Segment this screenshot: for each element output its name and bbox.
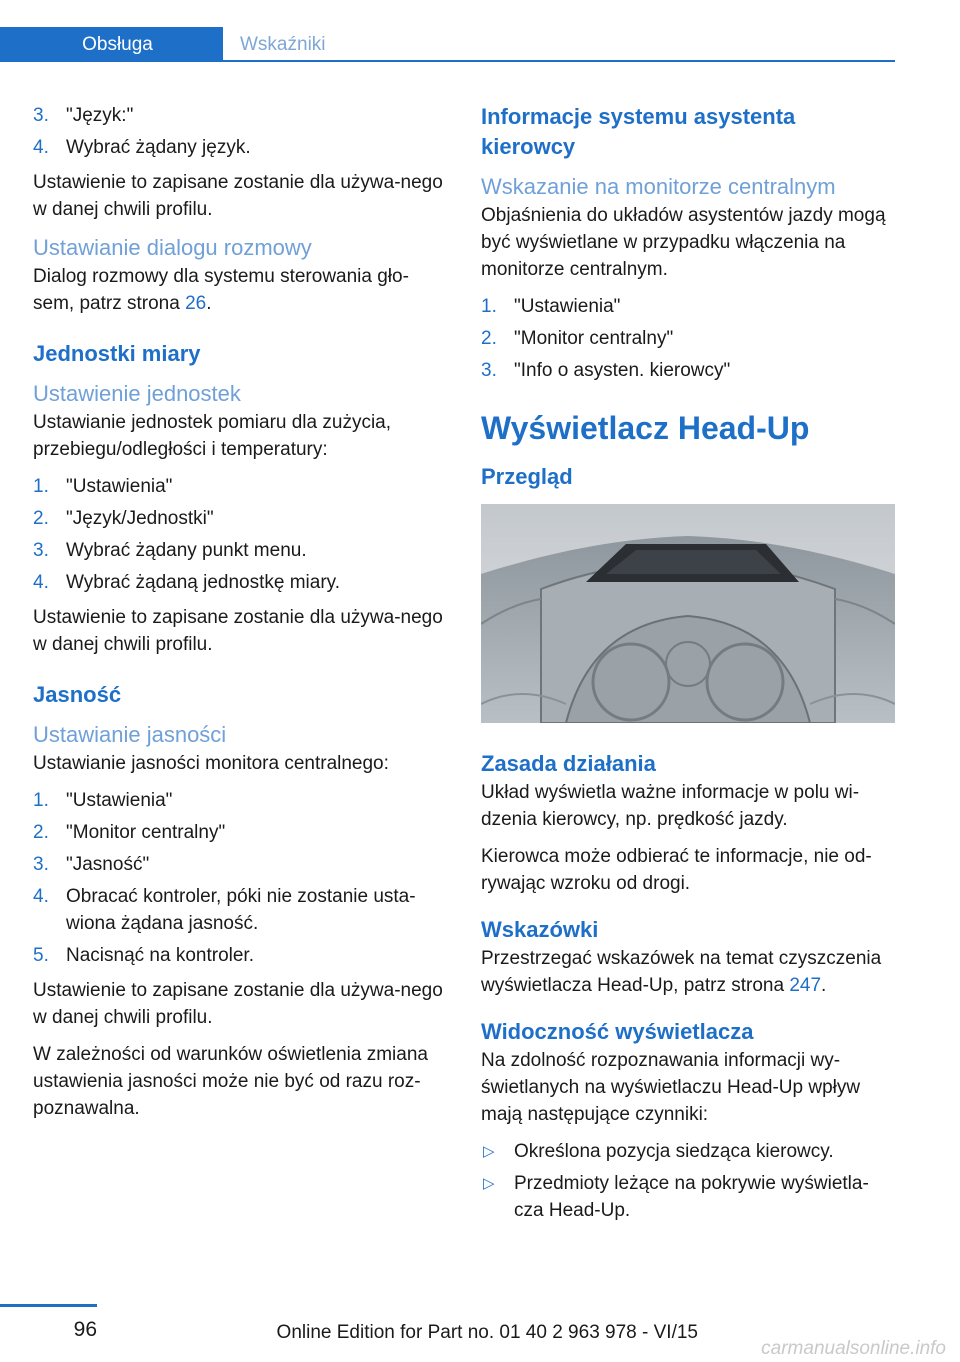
step-number: 2. — [481, 328, 497, 349]
step-text: Wybrać żądany język. — [66, 137, 251, 158]
edition-note: Online Edition for Part no. 01 40 2 963 978 - VI/15 — [276, 1322, 698, 1343]
factor-text: Określona pozycja siedząca kierowcy. — [514, 1141, 834, 1162]
hints-end: . — [821, 975, 827, 996]
step-number: 1. — [481, 296, 497, 317]
brightness-intro: Ustawianie jasności monitora centralnego: — [33, 753, 389, 774]
list-item — [33, 134, 443, 161]
driver-info-section-title: Informacje systemu asystenta kierowcy — [481, 104, 796, 159]
units-steps — [33, 473, 443, 596]
list-item — [481, 357, 895, 384]
principle-text-2: Kierowca może odbierać te informacje, nie od‐rywając wzroku od drogi. — [481, 846, 872, 894]
brightness-note: W zależności od warunków oświetlenia zmiana ustawienia jasności może nie być od razu roz‐poznawalna. — [33, 1044, 428, 1119]
step-text: "Język/Jednostki" — [66, 508, 214, 529]
list-item — [481, 1138, 895, 1165]
hints-paragraph — [481, 945, 895, 999]
step-text: "Monitor centralny" — [514, 328, 674, 349]
list-item — [481, 325, 895, 352]
step-number: 4. — [33, 137, 49, 158]
watermark: carmanualsonline.info — [761, 1338, 946, 1359]
hints-text: Przestrzegać wskazówek na temat czyszczenia wyświetlacza Head-Up, patrz strona — [481, 948, 882, 996]
brightness-steps — [33, 787, 443, 969]
dialog-paragraph — [33, 263, 443, 317]
hints-heading: Wskazówki — [481, 917, 599, 942]
hud-title: Wyświetlacz Head-Up — [481, 410, 810, 446]
units-intro: Ustawianie jednostek pomiaru dla zużycia, przebiegu/odległości i temperatury: — [33, 412, 392, 460]
list-item — [33, 787, 443, 814]
factor-text: Przedmioty leżące na pokrywie wyświetla‐cza Head-Up. — [514, 1173, 869, 1221]
step-number: 1. — [33, 476, 49, 497]
brightness-heading: Ustawianie jasności — [33, 722, 227, 747]
list-item — [33, 942, 443, 969]
step-text: Nacisnąć na kontroler. — [66, 945, 254, 966]
tab-wskazniki[interactable]: Wskaźniki — [240, 34, 326, 55]
units-saved-note: Ustawienie to zapisane zostanie dla używa‐nego w danej chwili profilu. — [33, 607, 443, 655]
step-number: 3. — [481, 360, 497, 381]
step-text: "Ustawienia" — [66, 790, 173, 811]
step-text: "Ustawienia" — [514, 296, 621, 317]
driver-info-heading: Wskazanie na monitorze centralnym — [481, 174, 836, 199]
right-column — [481, 102, 895, 1232]
visibility-text: Na zdolność rozpoznawania informacji wy‐świetlanych na wyświetlaczu Head-Up wpływ mają następujące czynniki: — [481, 1050, 861, 1125]
step-number: 3. — [33, 854, 49, 875]
visibility-heading: Widoczność wyświetlacza — [481, 1019, 754, 1044]
step-number: 2. — [33, 822, 49, 843]
page-link-26[interactable]: 26 — [185, 293, 207, 314]
list-item — [481, 293, 895, 320]
overview-heading: Przegląd — [481, 464, 573, 489]
step-text: "Monitor centralny" — [66, 822, 226, 843]
units-section-title: Jednostki miary — [33, 341, 201, 366]
step-number: 3. — [33, 540, 49, 561]
list-item — [33, 505, 443, 532]
step-text: "Język:" — [66, 105, 134, 126]
step-text: "Ustawienia" — [66, 476, 173, 497]
dialog-heading: Ustawianie dialogu rozmowy — [33, 235, 312, 260]
step-number: 3. — [33, 105, 49, 126]
dialog-text: Dialog rozmowy dla systemu sterowania gło‐sem, patrz strona — [33, 266, 409, 314]
brightness-section-title: Jasność — [33, 682, 122, 707]
language-steps — [33, 102, 443, 161]
step-text: Wybrać żądany punkt menu. — [66, 540, 307, 561]
principle-heading: Zasada działania — [481, 751, 656, 776]
list-item — [33, 819, 443, 846]
list-item — [33, 883, 443, 937]
list-item — [33, 569, 443, 596]
brightness-saved-note: Ustawienie to zapisane zostanie dla używa‐nego w danej chwili profilu. — [33, 980, 443, 1028]
list-item — [33, 851, 443, 878]
driver-info-text: Objaśnienia do układów asystentów jazdy mogą być wyświetlane w przypadku włączenia na monitorze centralnym. — [481, 205, 886, 280]
step-number: 4. — [33, 886, 49, 907]
list-item — [33, 537, 443, 564]
left-column — [33, 102, 443, 1132]
tab-obsluga[interactable]: Obsługa — [0, 27, 223, 62]
header-rule — [0, 60, 895, 62]
units-heading: Ustawienie jednostek — [33, 381, 241, 406]
dialog-end: . — [206, 293, 212, 314]
step-text: Obracać kontroler, póki nie zostanie usta‐wiona żądana jasność. — [66, 886, 416, 934]
step-number: 2. — [33, 508, 49, 529]
footer-rule — [0, 1304, 97, 1307]
page-link-247[interactable]: 247 — [789, 975, 822, 996]
language-saved-note: Ustawienie to zapisane zostanie dla używa‐nego w danej chwili profilu. — [33, 172, 443, 220]
step-number: 5. — [33, 945, 49, 966]
list-item — [33, 473, 443, 500]
page-number: 96 — [73, 1318, 97, 1341]
driver-info-steps — [481, 293, 895, 384]
visibility-factors — [481, 1138, 895, 1224]
step-text: Wybrać żądaną jednostkę miary. — [66, 572, 341, 593]
step-text: "Jasność" — [66, 854, 150, 875]
dashboard-illustration — [481, 504, 895, 723]
list-item — [33, 102, 443, 129]
bullet-triangle-icon: ▷ — [483, 1175, 495, 1192]
step-text: "Info o asysten. kierowcy" — [514, 360, 731, 381]
bullet-triangle-icon: ▷ — [483, 1143, 495, 1160]
header-tabbar — [0, 27, 895, 62]
hud-dashboard-image — [481, 504, 895, 723]
principle-text-1: Układ wyświetla ważne informacje w polu wi‐dzenia kierowcy, np. prędkość jazdy. — [481, 782, 860, 830]
step-number: 4. — [33, 572, 49, 593]
step-number: 1. — [33, 790, 49, 811]
list-item — [481, 1170, 895, 1224]
